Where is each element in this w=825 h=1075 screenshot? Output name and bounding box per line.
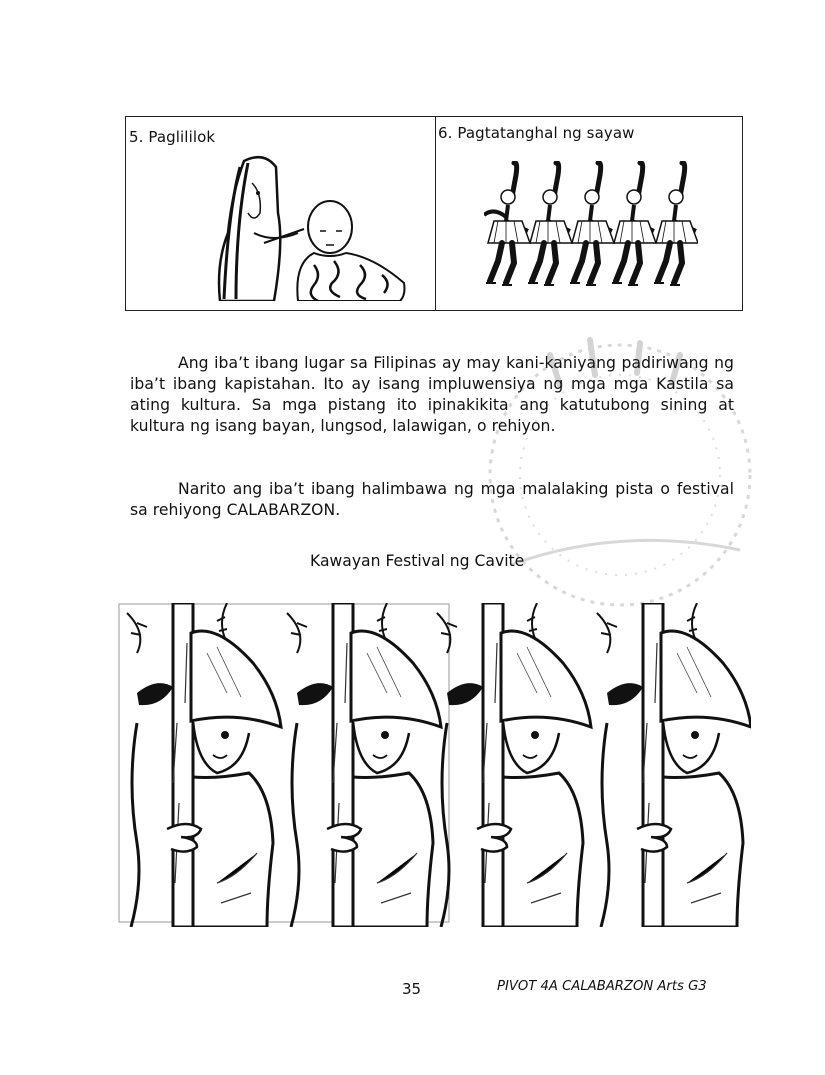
figure-caption: Kawayan Festival ng Cavite [310,552,525,570]
activity-cell-dance [436,117,742,310]
dancers-illustration [484,161,698,289]
kawayan-festival-illustration [117,603,751,927]
page-number: 35 [402,980,422,998]
examples-paragraph: Narito ang iba’t ibang halimbawa ng mga malalaking pista o festival sa rehiyong CALABARZON. [130,480,734,519]
intro-paragraph: Ang iba’t ibang lugar sa Filipinas ay may kani-kaniyang padiriwang ng iba’t ibang kapistahan. Ito ay isang impluwensiya ng mga mga Kastila sa ating kultura. Sa mga pistang ito ipinakikita ang katutubong sining at kultura ng isang bayan, lungsod, lalawigan, o rehiyon. [130,354,734,435]
sculptor-illustration [214,153,410,301]
activity-label: 5. Paglililok [129,128,216,146]
activity-cell-sculpting [126,117,436,310]
activity-table [125,116,743,311]
activity-label: 6. Pagtatanghal ng sayaw [438,124,635,142]
footer-title: PIVOT 4A CALABARZON Arts G3 [497,979,707,994]
